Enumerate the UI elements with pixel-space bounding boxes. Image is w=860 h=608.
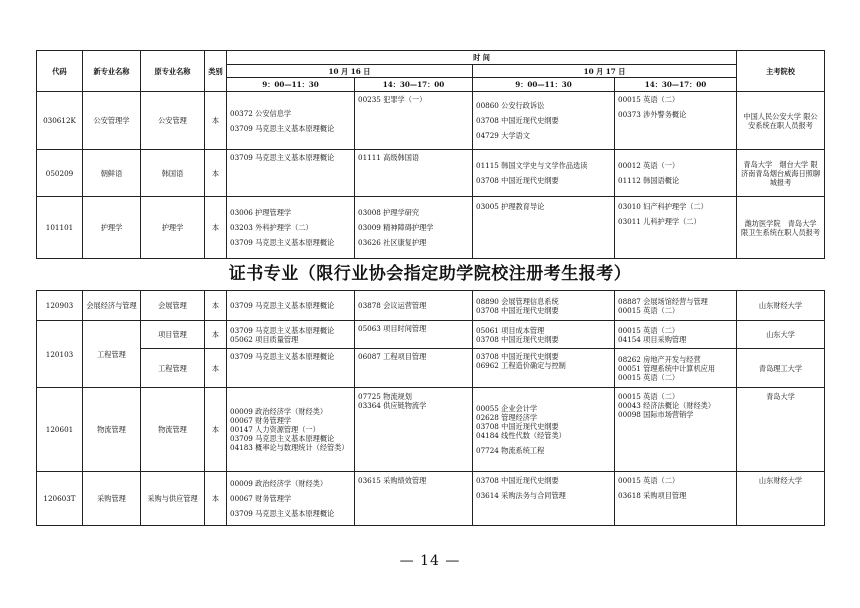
course: 03708 中国近现代史纲要	[476, 116, 559, 125]
header-day1-am: 9：00—11：30	[227, 78, 355, 92]
course: 03008 护理学研究	[358, 208, 420, 217]
course: 04183 概率论与数理统计（经管类）	[230, 443, 349, 452]
course: 03010 妇产科护理学（二）	[618, 202, 708, 211]
section-title: 证书专业（限行业协会指定助学院校注册考生报考）	[228, 264, 632, 284]
course: 00009 政治经济学（财经类）	[230, 407, 328, 416]
table-row	[37, 92, 825, 150]
course: 00015 英语（二）	[618, 305, 680, 315]
course: 07724 物流系统工程	[476, 446, 545, 455]
table-row	[37, 472, 825, 526]
table-row	[37, 388, 825, 472]
row-day2-am	[473, 150, 615, 197]
row-code: 030612K	[37, 92, 83, 150]
course: 03618 采购项目管理	[618, 491, 687, 500]
row-new-major: 采购管理	[83, 472, 141, 526]
row-type: 本	[205, 472, 227, 526]
row-old-major: 项目管理	[141, 321, 205, 349]
course: 00067 财务管理学	[230, 416, 292, 425]
row-school: 青岛理工大学	[737, 349, 825, 388]
row-day2-am	[473, 472, 615, 526]
table-row	[37, 349, 825, 388]
row-day2-am	[473, 92, 615, 150]
header-day2: 10 月 17 日	[473, 65, 737, 78]
course: 00012 英语（一）	[618, 161, 680, 170]
header-type: 类别	[205, 51, 227, 92]
header-code: 代码	[37, 51, 83, 92]
course: 03364 供应链物流学	[358, 401, 427, 410]
course: 03005 护理教育导论	[476, 202, 545, 211]
row-type: 本	[205, 92, 227, 150]
row-code: 120603T	[37, 472, 83, 526]
course: 00015 英语（二）	[618, 476, 680, 485]
row-day1-am	[227, 321, 355, 349]
row-day1-pm	[355, 291, 473, 321]
course: 00235 犯罪学（一）	[358, 95, 427, 104]
course: 03709 马克思主义基本原理概论	[230, 509, 335, 518]
course: 03708 中国近现代史纲要	[476, 352, 559, 361]
page-number: — 14 —	[399, 553, 461, 569]
row-day1-pm	[355, 321, 473, 349]
exam-schedule-page	[36, 50, 824, 526]
row-new-major: 朝鲜语	[83, 150, 141, 197]
course: 02628 管理经济学	[476, 413, 538, 422]
row-new-major: 护理学	[83, 197, 141, 259]
course: 00372 公安信息学	[230, 108, 292, 118]
row-type: 本	[205, 150, 227, 197]
row-school: 青岛大学	[737, 388, 825, 472]
row-new-major: 公安管理学	[83, 92, 141, 150]
row-day1-am	[227, 92, 355, 150]
course: 03614 采购法务与合同管理	[476, 491, 566, 500]
course: 00860 公安行政诉讼	[476, 101, 545, 110]
course: 08262 房地产开发与经营	[618, 354, 701, 364]
row-day2-pm	[615, 321, 737, 349]
row-school: 青岛大学 烟台大学 限济南青岛烟台威海日照聊城报考	[737, 150, 825, 197]
course: 03708 中国近现代史纲要	[476, 476, 559, 485]
row-day1-am	[227, 388, 355, 472]
course: 03708 中国近现代史纲要	[476, 334, 559, 344]
row-new-major: 工程管理	[83, 321, 141, 388]
row-type: 本	[205, 291, 227, 321]
header-day2-pm: 14：30—17：00	[615, 78, 737, 92]
course: 00015 英语（二）	[618, 372, 680, 382]
row-old-major: 韩国语	[141, 150, 205, 197]
row-type: 本	[205, 388, 227, 472]
row-day1-pm	[355, 197, 473, 259]
course: 03708 中国近现代史纲要	[476, 305, 559, 315]
course: 06087 工程项目管理	[358, 352, 427, 361]
course: 00015 英语（二）	[618, 95, 680, 104]
row-day2-pm	[615, 150, 737, 197]
row-code: 120601	[37, 388, 83, 472]
row-day2-am	[473, 349, 615, 388]
course: 00098 国际市场营销学	[618, 410, 694, 419]
header-school: 主考院校	[737, 51, 825, 92]
row-day2-pm	[615, 197, 737, 259]
row-code: 120103	[37, 321, 83, 388]
course: 04729 大学语文	[476, 131, 530, 140]
course: 00009 政治经济学（财经类）	[230, 479, 328, 488]
course: 00051 管理系统中计算机应用	[618, 363, 716, 373]
exam-schedule-table	[36, 50, 825, 259]
row-type: 本	[205, 197, 227, 259]
course: 03709 马克思主义基本原理概论	[230, 352, 335, 361]
header-old-major: 原专业名称	[141, 51, 205, 92]
row-old-major: 采购与供应管理	[141, 472, 205, 526]
table-row	[37, 150, 825, 197]
course: 05062 项目质量管理	[230, 334, 299, 344]
row-day2-pm	[615, 291, 737, 321]
course: 08887 会展场馆经营与管理	[618, 296, 708, 306]
row-day1-pm	[355, 349, 473, 388]
header-day1-pm: 14：30—17：00	[355, 78, 473, 92]
cert-schedule-table	[36, 290, 825, 526]
header-day2-am: 9：00—11：30	[473, 78, 615, 92]
row-day1-pm	[355, 388, 473, 472]
course: 01112 韩国语概论	[618, 176, 680, 185]
course: 00015 英语（二）	[618, 325, 680, 335]
row-school: 潍坊医学院 青岛大学 限卫生系统在职人员报考	[737, 197, 825, 259]
course: 03009 精神障碍护理学	[358, 223, 434, 232]
course: 04184 线性代数（经管类）	[476, 431, 566, 440]
course: 00147 人力资源管理（一）	[230, 425, 320, 434]
row-day1-am	[227, 349, 355, 388]
row-code: 120903	[37, 291, 83, 321]
row-day1-pm	[355, 150, 473, 197]
row-new-major: 会展经济与管理	[83, 291, 141, 321]
course: 03709 马克思主义基本原理概论	[230, 153, 335, 162]
row-old-major: 工程管理	[141, 349, 205, 388]
row-day2-pm	[615, 388, 737, 472]
row-type: 本	[205, 321, 227, 349]
course: 03626 社区康复护理	[358, 238, 427, 247]
course: 00015 英语（二）	[618, 392, 680, 401]
row-old-major: 物流管理	[141, 388, 205, 472]
course: 00067 财务管理学	[230, 494, 292, 503]
header-day1: 10 月 16 日	[227, 65, 473, 78]
row-old-major: 会展管理	[141, 291, 205, 321]
table-row	[37, 291, 825, 321]
course: 03709 马克思主义基本原理概论	[230, 123, 335, 133]
row-day2-am	[473, 388, 615, 472]
course: 03878 会议运营管理	[358, 301, 427, 310]
course: 04154 项目采购管理	[618, 334, 687, 344]
header-new-major: 新专业名称	[83, 51, 141, 92]
row-type: 本	[205, 349, 227, 388]
row-day1-am	[227, 197, 355, 259]
row-code: 050209	[37, 150, 83, 197]
course: 03709 马克思主义基本原理概论	[230, 325, 335, 335]
course: 03709 马克思主义基本原理概论	[230, 301, 335, 310]
row-day2-am	[473, 321, 615, 349]
course: 03708 中国近现代史纲要	[476, 176, 559, 185]
row-day1-am	[227, 291, 355, 321]
table-row	[37, 321, 825, 349]
row-school: 山东财经大学	[737, 472, 825, 526]
course: 03006 护理管理学	[230, 208, 292, 217]
row-day2-pm	[615, 349, 737, 388]
row-school: 中国人民公安大学 限公安系统在职人员报考	[737, 92, 825, 150]
course: 00055 企业会计学	[476, 404, 538, 413]
row-day1-pm	[355, 92, 473, 150]
course: 03011 儿科护理学（二）	[618, 217, 701, 226]
course: 08890 会展管理信息系统	[476, 296, 559, 306]
row-school: 山东大学	[737, 321, 825, 349]
course: 03709 马克思主义基本原理概论	[230, 434, 335, 443]
course: 07725 物流规划	[358, 392, 412, 401]
row-new-major: 物流管理	[83, 388, 141, 472]
row-day1-am	[227, 150, 355, 197]
course: 05061 项目成本管理	[476, 325, 545, 335]
row-day2-am	[473, 197, 615, 259]
course: 03709 马克思主义基本原理概论	[230, 238, 335, 247]
course: 03615 采购绩效管理	[358, 476, 427, 485]
course: 00373 涉外警务概论	[618, 110, 687, 119]
row-day2-pm	[615, 92, 737, 150]
row-day1-am	[227, 472, 355, 526]
row-school: 山东财经大学	[737, 291, 825, 321]
row-old-major: 公安管理	[141, 92, 205, 150]
course: 06962 工程造价确定与控制	[476, 361, 566, 370]
course: 05063 项目时间管理	[358, 324, 427, 333]
row-day2-am	[473, 291, 615, 321]
course: 03203 外科护理学（二）	[230, 223, 313, 232]
row-code: 101101	[37, 197, 83, 259]
row-day1-pm	[355, 472, 473, 526]
row-old-major: 护理学	[141, 197, 205, 259]
course: 01115 韩国文学史与文学作品选读	[476, 161, 588, 170]
row-day2-pm	[615, 472, 737, 526]
table-row	[37, 197, 825, 259]
header-time: 时 间	[227, 51, 737, 65]
course: 01111 高级韩国语	[358, 153, 420, 162]
course: 00043 经济法概论（财经类）	[618, 401, 716, 410]
course: 03708 中国近现代史纲要	[476, 422, 559, 431]
